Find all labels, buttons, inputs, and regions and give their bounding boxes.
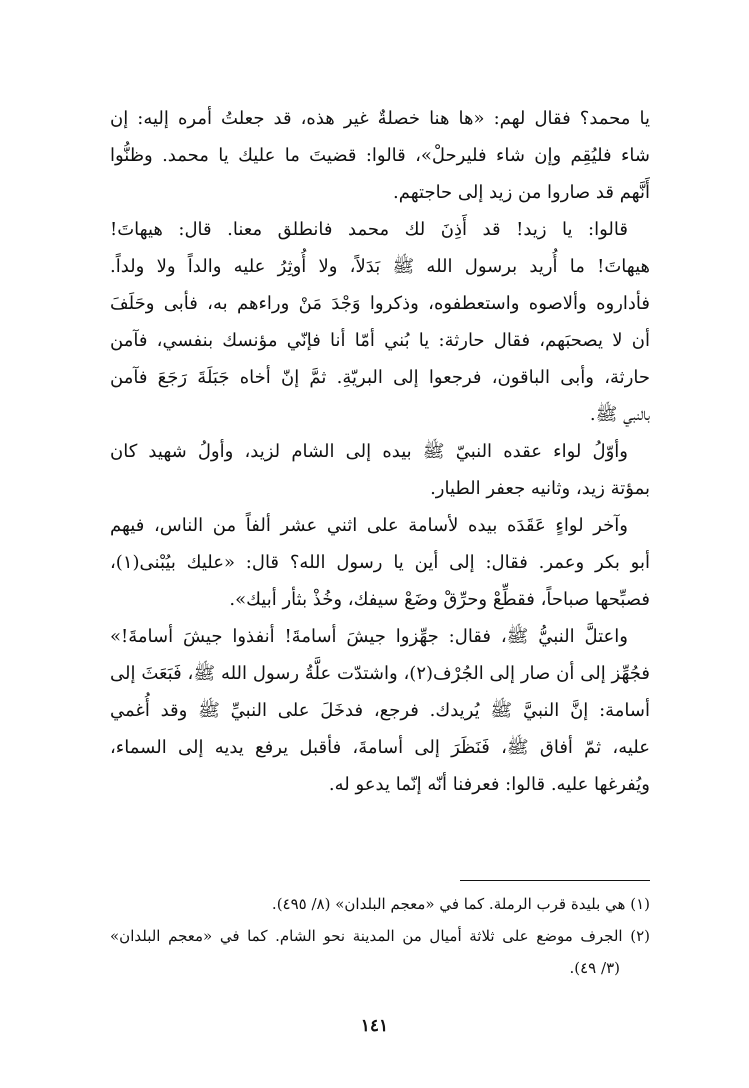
text-line: بالنبي ﷺ. — [589, 404, 650, 425]
footnote-line: (١) هي بليدة قرب الرملة. كما في «معجم البلدان» (٨/ ٤٩٥). — [271, 895, 650, 913]
text-line: وآخر لواءٍ عَقَدَه بيده لأسامة على اثني عشر ألفاً من الناس، فيهم — [110, 515, 628, 536]
footnote-line: (٣/ ٤٩). — [569, 959, 620, 977]
text-line: حارثة، وأبى الباقون، فرجعوا إلى البريّةِ. ثمَّ إنّ أخاه جَبَلَةَ رَجَعَ فآمن — [110, 367, 650, 388]
text-line: واعتلَّ النبيُّ ﷺ، فقال: جهِّزوا جيشَ أسامةَ! أنفذوا جيشَ أسامةَ!» — [110, 626, 628, 647]
text-line: فصبِّحها صباحاً، فقطِّعْ وحرِّقْ وضَعْ سيفك، وخُذْ بثأر أبيك». — [229, 589, 650, 610]
text-line: شاء فليُقِم وإن شاء فليرحلْ»، قالوا: قضيتَ ما عليك يا محمد. وظنُّوا — [110, 145, 650, 166]
text-line: يا محمد؟ فقال لهم: «ها هنا خصلةٌ غير هذه، قد جعلتُ أمره إليه: إن — [110, 108, 650, 129]
text-line: وأوّلُ لواء عقده النبيّ ﷺ بيده إلى الشام لزيد، وأولُ شهيد كان — [110, 441, 628, 462]
text-line: عليه، ثمّ أفاق ﷺ، فَنَظَرَ إلى أسامةَ، فأقبل يرفع يديه إلى السماء، — [110, 737, 650, 758]
footnotes — [110, 888, 650, 984]
text-line: أبو بكر وعمر. فقال: إلى أين يا رسول الله؟ قال: «عليك بيُبْنى(١)، — [110, 552, 650, 573]
text-line: أَنَّهم قد صاروا من زيد إلى حاجتهم. — [393, 182, 650, 203]
text-line: بمؤتة زيد، وثانيه جعفر الطيار. — [430, 478, 650, 499]
text-line: أن لا يصحبَهم، فقال حارثة: يا بُني أمّا أنا فإنّي مؤنسك بنفسي، فآمن — [110, 330, 650, 351]
text-line: فجُهِّز إلى أن صار إلى الجُرْف(٢)، واشتدّت علَّةُ رسول الله ﷺ، فَبَعَثَ إلى — [110, 663, 650, 684]
footnote-line: (٢) الجرف موضع على ثلاثة أميال من المدينة نحو الشام. كما في «معجم البلدان» — [110, 927, 650, 945]
text-line: أسامة: إنَّ النبيَّ ﷺ يُريدك. فرجع، فدخَلَ على النبيِّ ﷺ وقد أُغمي — [110, 700, 650, 721]
text-line: قالوا: يا زيد! قد أَذِنَ لك محمد فانطلق معنا. قال: هيهاتَ! — [110, 219, 628, 240]
text-line: فأداروه وألاصوه واستعطفوه، وذكروا وَجْدَ مَنْ وراءهم به، فأبى وحَلَفَ — [110, 293, 650, 314]
main-text — [110, 100, 650, 803]
text-line: هيهاتَ! ما أُريد برسول الله ﷺ بَدَلاً، ولا أُوثِرُ عليه والداً ولا ولداً. — [110, 256, 650, 277]
footnote-divider — [460, 880, 650, 881]
text-line: ويُفرغها عليه. قالوا: فعرفنا أنّه إنّما يدعو له. — [328, 774, 650, 795]
page-number: ١٤١ — [360, 1016, 389, 1036]
